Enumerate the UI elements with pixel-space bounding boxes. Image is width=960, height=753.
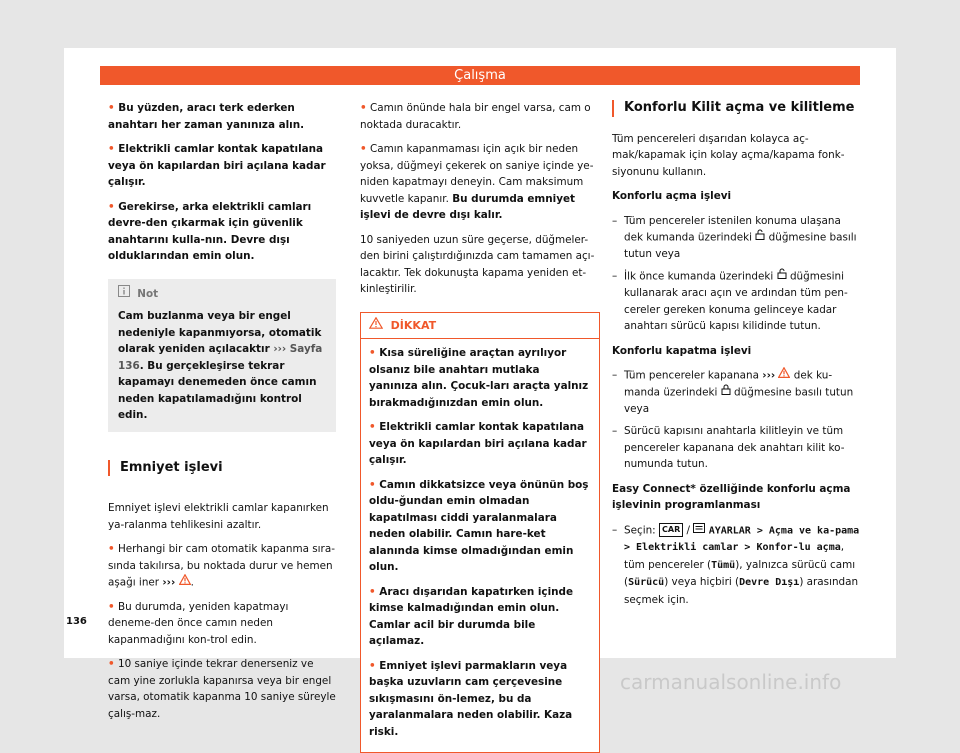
bullet-icon: • — [108, 102, 115, 114]
car-button-icon: CAR — [659, 523, 683, 537]
left-bullet-2: • Elektrikli camlar kontak kapatılana veya ön kapılardan biri açılana kadar çalışır. — [108, 141, 336, 191]
option-driver: Sürücü — [628, 577, 664, 588]
cross-reference[interactable]: ››› — [162, 576, 175, 588]
mid-bullet-1: • Camın önünde hala bir engel varsa, cam o noktada duracaktır. — [360, 100, 600, 133]
left-bullet-1: • Bu yüzden, aracı terk ederken anahtarı her zaman yanınıza alın. — [108, 100, 336, 133]
unlock-icon — [777, 268, 787, 285]
warning-item: • Elektrikli camlar kontak kapatılana veya ön kapılardan biri açılana kadar çalışır. — [369, 419, 591, 469]
bullet-icon: • — [108, 143, 115, 155]
unlock-icon — [755, 229, 765, 246]
menu-icon — [693, 522, 705, 539]
warning-box — [360, 312, 600, 753]
bullet-icon: • — [108, 201, 115, 213]
note-body: Cam buzlanma veya bir engel nedeniyle kapanmıyorsa, otomatik olarak yeniden açılacaktır ››› Sayfa 136. Bu gerçekleşirse tekrar kapamayı denemeden önce camın neden kapatılamadığını kontrol edin. — [108, 304, 336, 432]
lock-icon — [721, 384, 731, 401]
watermark: carmanualsonline.info — [620, 670, 841, 694]
warning-item: • Aracı dışarıdan kapatırken içinde kimse kalmadığından emin olun. Camlar acil bir durumda bile açılamaz. — [369, 584, 591, 650]
warning-icon — [179, 574, 191, 591]
left-bullet-3: • Gerekirse, arka elektrikli camları devre-den çıkarmak için güvenlik anahtarını kulla-nın. Devre dışı olduklarından emin olun. — [108, 199, 336, 265]
subheading-easy-connect: Easy Connect* özelliğinde konforlu açma işlevinin programlanması — [612, 481, 862, 514]
warning-icon — [369, 317, 383, 335]
right-column — [612, 100, 862, 614]
subheading-acma: Konforlu açma işlevi — [612, 188, 862, 205]
warning-header — [361, 313, 599, 340]
warning-item: • Kısa süreliğine araçtan ayrılıyor olsanız bile anahtarı mutlaka yanınıza alın. Çocuk-ları araçta yalnız bırakmadığınızdan emin olun. — [369, 345, 591, 411]
bullet-icon: • — [360, 143, 367, 155]
dash-item: – Sürücü kapısını anahtarla kilitleyin ve tüm pencereler kapanana dek anahtarı kilit ko-numunda tutun. — [612, 423, 862, 473]
bullet-icon: • — [108, 658, 115, 670]
warning-item: • Camın dikkatsizce veya önünün boş oldu-ğundan emin olmadan kapatılması ciddi yaralanmalara neden olabilir. Camın hare-ket alanında kimse olmadığından emin olun. — [369, 477, 591, 576]
section-title-emniyet: Emniyet işlevi — [108, 460, 336, 477]
dash-item: – Tüm pencereler kapanana ››› dek ku-manda üzerindeki düğmesine basılı tutun veya — [612, 367, 862, 417]
right-intro: Tüm pencereleri dışarıdan kolayca aç-mak/kapamak için kolay açma/kapama fonk-siyonunu kullanın. — [612, 131, 862, 181]
note-box — [108, 279, 336, 432]
menu-path: AYARLAR > Açma ve ka-pama > Elektrikli camlar > Konfor-lu açma — [624, 525, 859, 554]
middle-column — [360, 100, 600, 753]
note-title: Not — [137, 287, 158, 299]
page-number: 136 — [66, 616, 87, 627]
bullet-icon: • — [108, 601, 115, 613]
left-bullet-b2: • Bu durumda, yeniden kapatmayı deneme-den önce camın neden kapanmadığını kon-trol edin. — [108, 599, 336, 649]
warning-item: • Emniyet işlevi parmakların veya başka uzuvların cam çerçevesine sıkışmasını ön-lemez, bu da yaralanmalara neden olabilir. Kaza riski. — [369, 658, 591, 741]
option-all: Tümü — [711, 560, 735, 571]
section-title-konforlu: Konforlu Kilit açma ve kilitleme — [612, 100, 862, 117]
info-icon — [118, 285, 130, 303]
note-page-link[interactable]: ››› Sayfa 136 — [118, 343, 322, 372]
bullet-icon: • — [360, 102, 367, 114]
left-column — [108, 100, 336, 730]
subheading-kapatma: Konforlu kapatma işlevi — [612, 343, 862, 360]
note-header — [108, 279, 336, 305]
option-off: Devre Dışı — [739, 577, 799, 588]
chapter-header: Çalışma — [100, 66, 860, 85]
warning-title: DİKKAT — [391, 318, 436, 331]
warning-list — [361, 339, 599, 752]
dash-item: – Seçin: CAR / AYARLAR > Açma ve ka-pama > Elektrikli camlar > Konfor-lu açma, tüm pencereler (Tümü), yalnızca sürücü camı (Sürücü) veya hiçbiri (Devre Dışı) arasından seçmek için. — [612, 522, 862, 609]
warning-icon — [778, 367, 790, 384]
cross-reference[interactable]: ››› — [762, 369, 775, 381]
mid-paragraph: 10 saniyeden uzun süre geçerse, düğmeler-den birini çalıştırdığınızda cam tamamen açı-lacaktır. Tek dokunuşta kapama yeniden et-kinleştirilir. — [360, 232, 600, 298]
mid-bullet-2: • Camın kapanmaması için açık bir neden yoksa, düğmeyi çekerek on saniye içinde ye-niden kapatmayı deneyin. Cam maksimum kuvvetle kapanır. Bu durumda emniyet işlevi de devre dışı kalır. — [360, 141, 600, 224]
dash-item: – Tüm pencereler istenilen konuma ulaşana dek kumanda üzerindeki düğmesine basılı tutun veya — [612, 213, 862, 263]
left-bullet-b3: • 10 saniye içinde tekrar denerseniz ve cam yine zorlukla kapanırsa veya bir engel varsa, otomatik kapanma 10 saniye süreyle çalış-maz. — [108, 656, 336, 722]
dash-item: – İlk önce kumanda üzerindeki düğmesini kullanarak aracı açın ve ardından tüm pen-cereler gereken konuma gelinceye kadar anahtarı sürücü kapısı kilidinde tutun. — [612, 268, 862, 334]
left-intro: Emniyet işlevi elektrikli camlar kapanırken ya-ralanma tehlikesini azaltır. — [108, 500, 336, 533]
bullet-icon: • — [108, 543, 115, 555]
left-bullet-b1: • Herhangi bir cam otomatik kapanma sıra-sında takılırsa, bu noktada durur ve hemen aşağı iner ››› . — [108, 541, 336, 591]
